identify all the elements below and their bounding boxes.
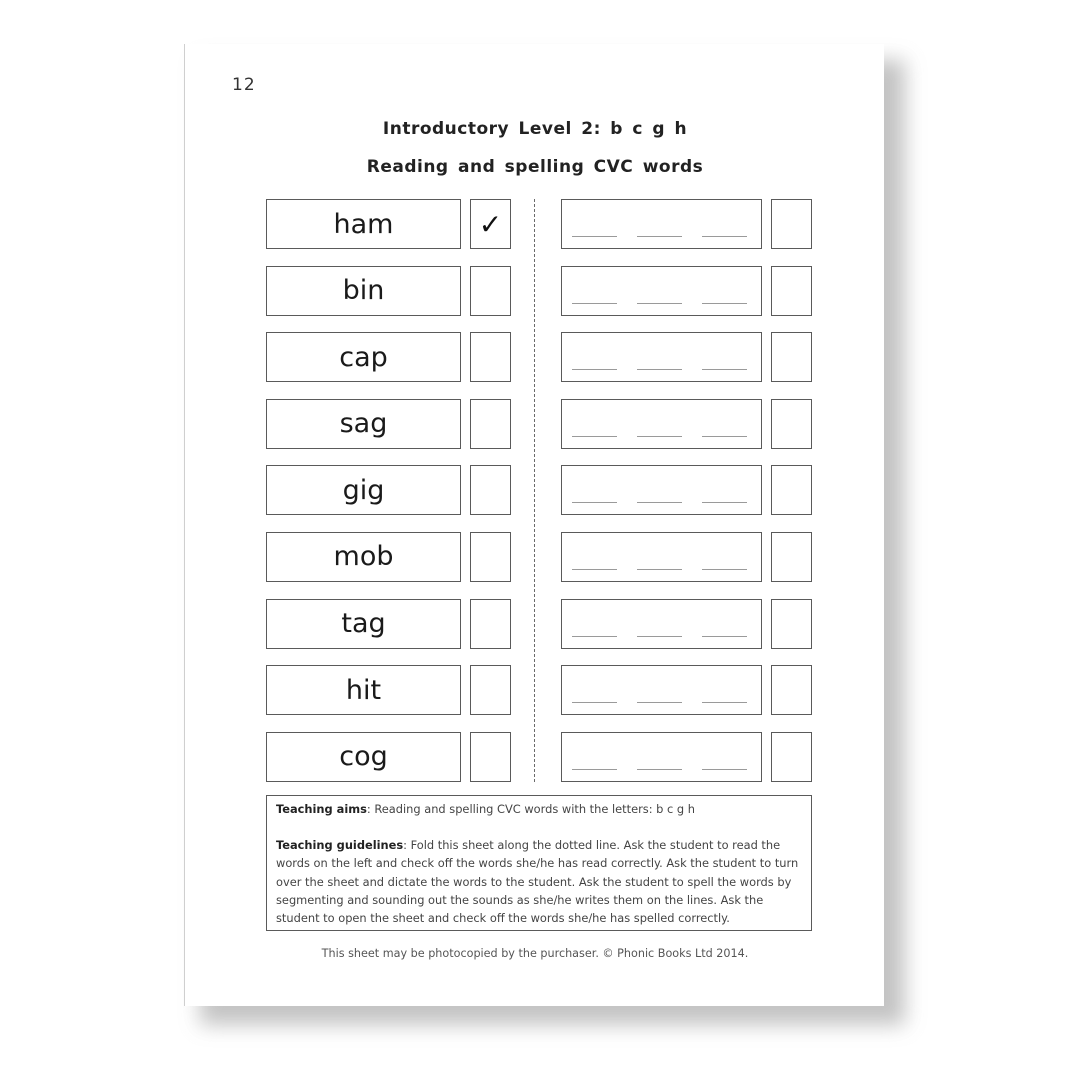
word-box: hit	[266, 665, 461, 715]
word-box: ham	[266, 199, 461, 249]
worksheet-subtitle: Reading and spelling CVC words	[366, 157, 704, 177]
letter-line	[702, 236, 747, 237]
letter-line	[702, 702, 747, 703]
spell-check-box[interactable]	[771, 465, 812, 515]
spell-check-box[interactable]	[771, 599, 812, 649]
teaching-aims	[276, 800, 802, 818]
read-check-box[interactable]	[470, 465, 511, 515]
word-row	[266, 266, 812, 318]
letter-line	[637, 236, 682, 237]
word-box: tag	[266, 599, 461, 649]
page-number: 12	[232, 75, 256, 95]
word-row	[266, 465, 812, 517]
letter-line	[572, 702, 617, 703]
letter-line	[702, 436, 747, 437]
word-box: cog	[266, 732, 461, 782]
word-row	[266, 532, 812, 584]
word-box: sag	[266, 399, 461, 449]
letter-line	[702, 569, 747, 570]
letter-line	[572, 436, 617, 437]
letter-line	[572, 303, 617, 304]
letter-line	[637, 769, 682, 770]
letter-line	[572, 569, 617, 570]
letter-line	[702, 369, 747, 370]
letter-line	[572, 502, 617, 503]
spell-check-box[interactable]	[771, 732, 812, 782]
word-row	[266, 332, 812, 384]
spelling-box[interactable]	[561, 599, 762, 649]
letter-line	[572, 369, 617, 370]
read-check-box[interactable]: ✓	[470, 199, 511, 249]
teaching-guidelines-label: Teaching guidelines	[276, 838, 404, 853]
teaching-guidelines	[276, 836, 802, 927]
teaching-aims-label: Teaching aims	[276, 802, 367, 816]
letter-line	[637, 502, 682, 503]
word-row	[266, 399, 812, 451]
letter-line	[702, 769, 747, 770]
spelling-box[interactable]	[561, 732, 762, 782]
worksheet-title: Introductory Level 2: b c g h	[382, 119, 688, 139]
word-box: mob	[266, 532, 461, 582]
word-box: cap	[266, 332, 461, 382]
letter-line	[572, 769, 617, 770]
letter-line	[572, 636, 617, 637]
word-box: gig	[266, 465, 461, 515]
word-rows	[266, 199, 812, 798]
spelling-box[interactable]	[561, 199, 762, 249]
letter-line	[702, 303, 747, 304]
read-check-box[interactable]	[470, 532, 511, 582]
word-row	[266, 199, 812, 251]
word-row	[266, 599, 812, 651]
letter-line	[637, 569, 682, 570]
spell-check-box[interactable]	[771, 199, 812, 249]
spelling-box[interactable]	[561, 266, 762, 316]
teaching-notes-box	[266, 795, 812, 931]
spelling-box[interactable]	[561, 399, 762, 449]
spelling-box[interactable]	[561, 465, 762, 515]
spelling-box[interactable]	[561, 665, 762, 715]
worksheet-page	[184, 44, 884, 1006]
letter-line	[702, 636, 747, 637]
letter-line	[572, 236, 617, 237]
read-check-box[interactable]	[470, 399, 511, 449]
letter-line	[637, 436, 682, 437]
letter-line	[637, 369, 682, 370]
read-check-box[interactable]	[470, 332, 511, 382]
teaching-guidelines-text: : Fold this sheet along the dotted line. Ask the student to read the words on the left and check off the words she/he has read correctly. Ask the student to turn over the sheet and dictate the words to the student. Ask the student to spell the words by segmenting and sounding out the sounds as she/he writes them on the lines. Ask the student to open the sheet and check off the words she/he has spelled correctly.	[276, 838, 799, 926]
word-box: bin	[266, 266, 461, 316]
read-check-box[interactable]	[470, 732, 511, 782]
read-check-box[interactable]	[470, 599, 511, 649]
word-row	[266, 732, 812, 784]
teaching-aims-text: : Reading and spelling CVC words with the letters: b c g h	[366, 802, 695, 816]
spelling-box[interactable]	[561, 532, 762, 582]
spell-check-box[interactable]	[771, 332, 812, 382]
letter-line	[702, 502, 747, 503]
spell-check-box[interactable]	[771, 399, 812, 449]
word-row	[266, 665, 812, 717]
spell-check-box[interactable]	[771, 665, 812, 715]
letter-line	[637, 636, 682, 637]
read-check-box[interactable]	[470, 665, 511, 715]
copyright-footer: This sheet may be photocopied by the purchaser. © Phonic Books Ltd 2014.	[321, 947, 749, 960]
letter-line	[637, 303, 682, 304]
spelling-box[interactable]	[561, 332, 762, 382]
spell-check-box[interactable]	[771, 266, 812, 316]
read-check-box[interactable]	[470, 266, 511, 316]
spell-check-box[interactable]	[771, 532, 812, 582]
letter-line	[637, 702, 682, 703]
